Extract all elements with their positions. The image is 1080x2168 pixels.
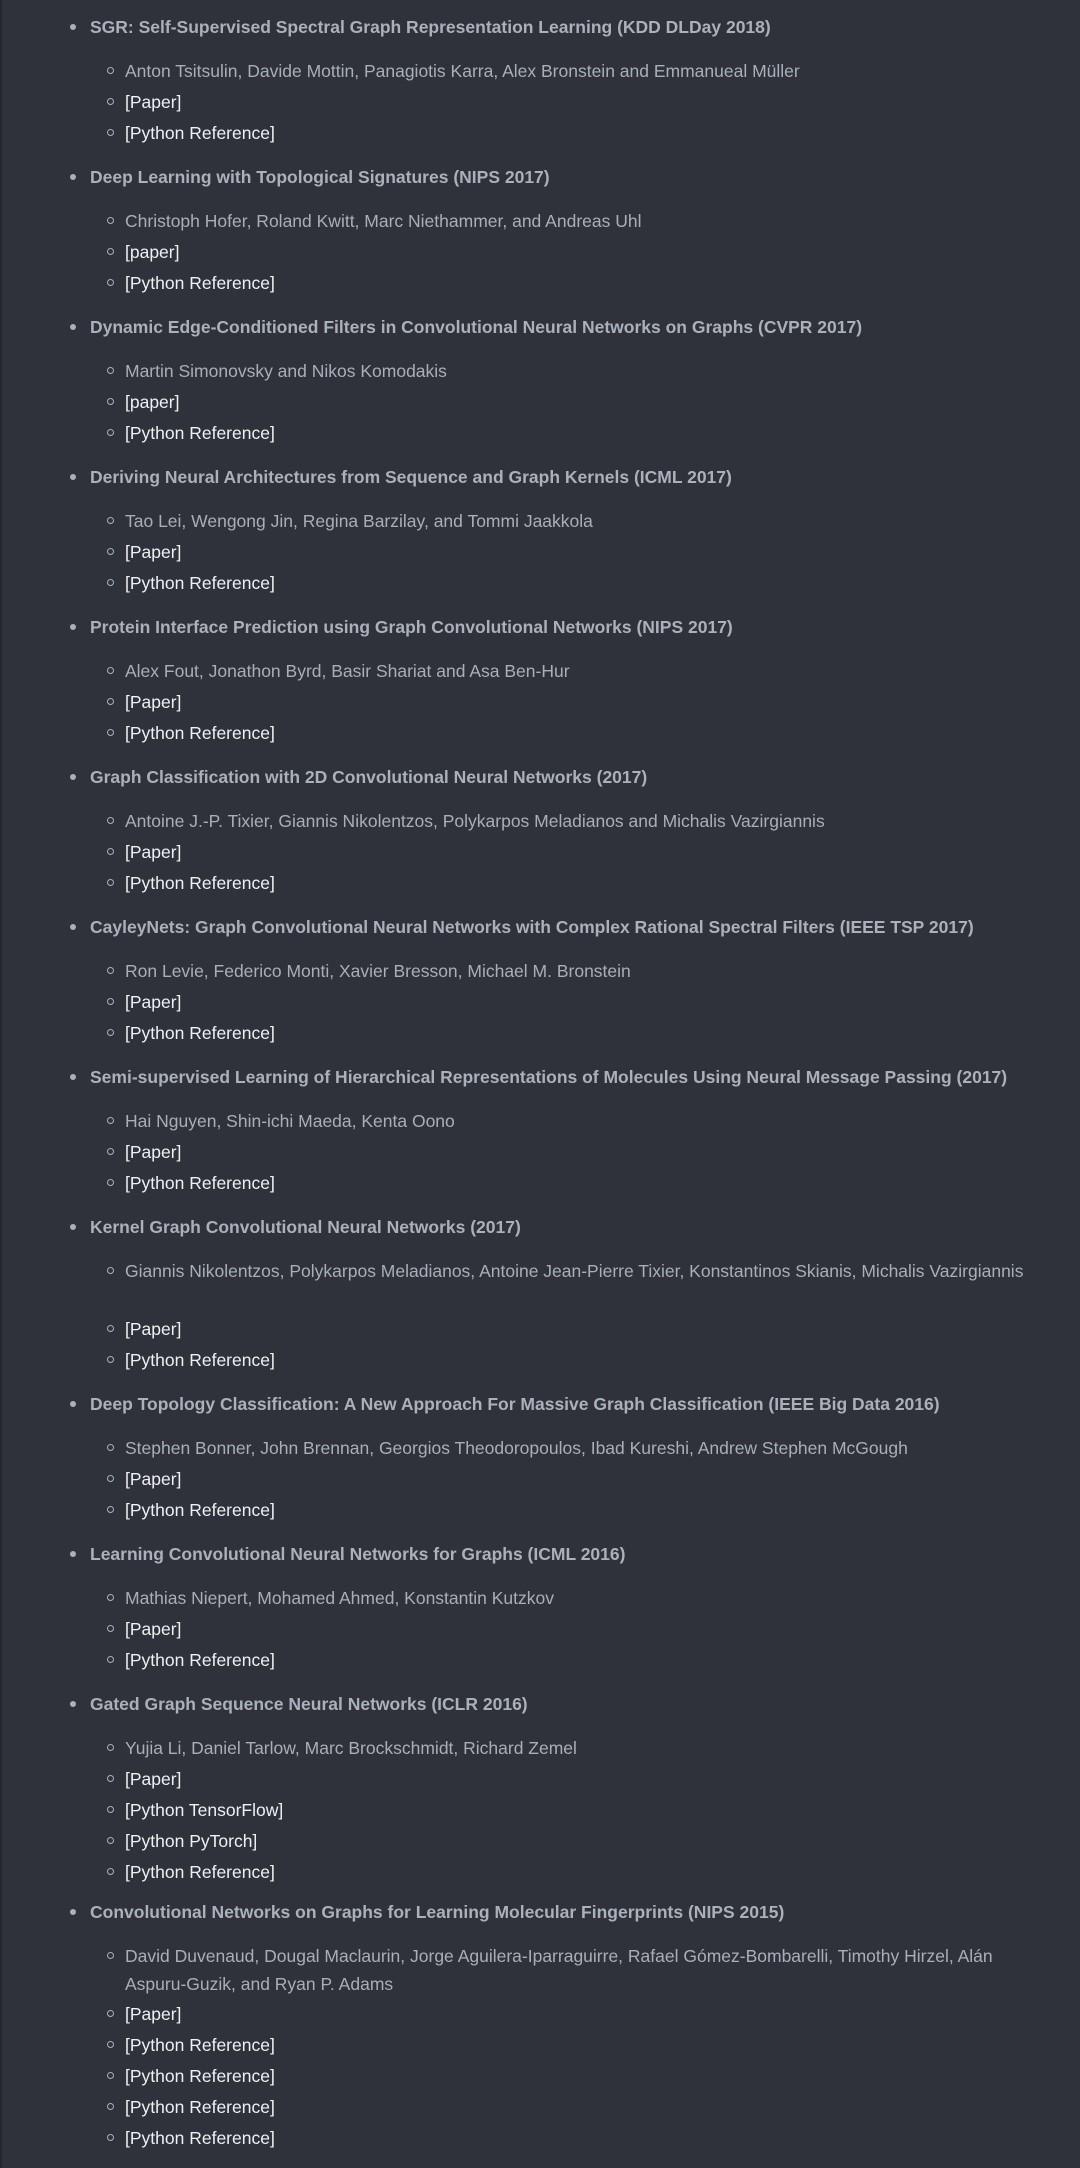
bullet-icon (70, 1909, 76, 1915)
circle-bullet-icon (107, 967, 114, 974)
paper-title: Gated Graph Sequence Neural Networks (ICLR 2016) (90, 1694, 528, 1714)
code-link[interactable]: [Python Reference] (125, 1023, 275, 1043)
paper-title: Learning Convolutional Neural Networks for Graphs (ICML 2016) (90, 1544, 626, 1564)
code-link-pytorch[interactable]: [Python PyTorch] (125, 1831, 258, 1851)
paper-authors-item (0, 357, 1080, 388)
code-link[interactable]: [Python Reference] (125, 2097, 275, 2117)
paper-title-row (0, 163, 1080, 191)
paper-authors-item (0, 207, 1080, 238)
code-link-tensorflow[interactable]: [Python TensorFlow] (125, 1800, 284, 1820)
bullet-icon (70, 174, 76, 180)
circle-bullet-icon (107, 367, 114, 374)
code-link[interactable]: [Python Reference] (125, 273, 275, 293)
paper-authors: Ron Levie, Federico Monti, Xavier Bresson, Michael M. Bronstein (125, 961, 631, 981)
code-link-item (0, 1796, 1080, 1827)
paper-title-row (0, 913, 1080, 941)
paper-entry (0, 0, 1080, 150)
circle-bullet-icon (107, 1952, 114, 1959)
paper-entry (0, 1677, 1080, 1885)
paper-link-item (0, 88, 1080, 119)
circle-bullet-icon (107, 1506, 114, 1513)
paper-authors: Antoine J.-P. Tixier, Giannis Nikolentzos, Polykarpos Meladianos and Michalis Vazirgiannis (125, 811, 825, 831)
paper-entry (0, 1050, 1080, 1200)
paper-link[interactable]: [paper] (125, 242, 180, 262)
circle-bullet-icon (107, 1148, 114, 1155)
paper-authors: Mathias Niepert, Mohamed Ahmed, Konstantin Kutzkov (125, 1588, 554, 1608)
circle-bullet-icon (107, 1594, 114, 1601)
circle-bullet-icon (107, 1444, 114, 1451)
circle-bullet-icon (107, 217, 114, 224)
paper-title-row (0, 1540, 1080, 1568)
paper-authors-item (0, 507, 1080, 538)
circle-bullet-icon (107, 879, 114, 886)
paper-link-item (0, 2000, 1080, 2031)
code-link-item (0, 869, 1080, 900)
code-link[interactable]: [Python Reference] (125, 2128, 275, 2148)
paper-link-item (0, 688, 1080, 719)
paper-title-row (0, 763, 1080, 791)
paper-entry (0, 1377, 1080, 1527)
circle-bullet-icon (107, 579, 114, 586)
code-link[interactable]: [Python Reference] (125, 873, 275, 893)
bullet-icon (70, 1401, 76, 1407)
paper-authors: Tao Lei, Wengong Jin, Regina Barzilay, and Tommi Jaakkola (125, 511, 593, 531)
paper-link[interactable]: [paper] (125, 392, 180, 412)
circle-bullet-icon (107, 2041, 114, 2048)
paper-authors: Stephen Bonner, John Brennan, Georgios Theodoropoulos, Ibad Kureshi, Andrew Stephen McGough (125, 1438, 908, 1458)
code-link-item (0, 569, 1080, 600)
circle-bullet-icon (107, 98, 114, 105)
bullet-icon (70, 774, 76, 780)
code-link[interactable]: [Python Reference] (125, 1500, 275, 1520)
circle-bullet-icon (107, 998, 114, 1005)
paper-title-row (0, 463, 1080, 491)
bullet-icon (70, 24, 76, 30)
bullet-icon (70, 624, 76, 630)
circle-bullet-icon (107, 1837, 114, 1844)
code-link-item (0, 1496, 1080, 1527)
code-link-item (0, 419, 1080, 450)
paper-title: Deriving Neural Architectures from Sequence and Graph Kernels (ICML 2017) (90, 467, 732, 487)
circle-bullet-icon (107, 1775, 114, 1782)
circle-bullet-icon (107, 848, 114, 855)
code-link-item (0, 2124, 1080, 2155)
circle-bullet-icon (107, 1656, 114, 1663)
circle-bullet-icon (107, 2103, 114, 2110)
paper-link[interactable]: [Paper] (125, 992, 182, 1012)
paper-authors-item (0, 1584, 1080, 1615)
circle-bullet-icon (107, 1325, 114, 1332)
circle-bullet-icon (107, 1267, 114, 1274)
code-link-item (0, 1019, 1080, 1050)
paper-authors: Martin Simonovsky and Nikos Komodakis (125, 361, 447, 381)
paper-title: Kernel Graph Convolutional Neural Networks (2017) (90, 1217, 521, 1237)
code-link-item (0, 269, 1080, 300)
circle-bullet-icon (107, 67, 114, 74)
paper-link-item (0, 538, 1080, 569)
paper-link[interactable]: [Paper] (125, 692, 182, 712)
bullet-icon (70, 1551, 76, 1557)
paper-link[interactable]: [Paper] (125, 1469, 182, 1489)
bullet-icon (70, 324, 76, 330)
paper-authors: Yujia Li, Daniel Tarlow, Marc Brockschmidt, Richard Zemel (125, 1738, 577, 1758)
paper-entry (0, 1885, 1080, 2148)
paper-link-item (0, 1138, 1080, 1169)
paper-authors: Anton Tsitsulin, Davide Mottin, Panagiotis Karra, Alex Bronstein and Emmanueal Müller (125, 61, 800, 81)
code-link-item (0, 2093, 1080, 2124)
paper-link[interactable]: [Paper] (125, 2004, 182, 2024)
code-link[interactable]: [Python Reference] (125, 2035, 275, 2055)
paper-title: Dynamic Edge-Conditioned Filters in Convolutional Neural Networks on Graphs (CVPR 2017) (90, 317, 863, 337)
paper-authors-item (0, 657, 1080, 688)
circle-bullet-icon (107, 1356, 114, 1363)
paper-title-row (0, 1063, 1080, 1091)
paper-link[interactable]: [Paper] (125, 92, 182, 112)
circle-bullet-icon (107, 429, 114, 436)
paper-link[interactable]: [Paper] (125, 1319, 182, 1339)
paper-authors: Giannis Nikolentzos, Polykarpos Meladianos, Antoine Jean-Pierre Tixier, Konstantinos Skianis, Michalis Vazirgiannis (125, 1261, 1024, 1281)
bullet-icon (70, 1074, 76, 1080)
paper-link-item (0, 1465, 1080, 1496)
paper-link-item (0, 1765, 1080, 1796)
paper-authors: David Duvenaud, Dougal Maclaurin, Jorge Aguilera-Iparraguirre, Rafael Gómez-Bombarelli, Timothy Hirzel, Alán Aspuru-Guzik, and Ryan P. Adams (125, 1946, 993, 1994)
code-link-item (0, 1169, 1080, 1200)
paper-entry (0, 450, 1080, 600)
circle-bullet-icon (107, 398, 114, 405)
paper-title: CayleyNets: Graph Convolutional Neural Networks with Complex Rational Spectral Filters (IEEE TSP 2017) (90, 917, 974, 937)
paper-authors-item (0, 957, 1080, 988)
paper-title: Convolutional Networks on Graphs for Learning Molecular Fingerprints (NIPS 2015) (90, 1902, 785, 1922)
code-link-item (0, 1827, 1080, 1858)
code-link-item (0, 119, 1080, 150)
paper-entry (0, 150, 1080, 300)
paper-authors: Christoph Hofer, Roland Kwitt, Marc Niethammer, and Andreas Uhl (125, 211, 642, 231)
code-link[interactable]: [Python Reference] (125, 423, 275, 443)
code-link[interactable]: [Python Reference] (125, 1350, 275, 1370)
circle-bullet-icon (107, 2134, 114, 2141)
circle-bullet-icon (107, 817, 114, 824)
paper-title: Protein Interface Prediction using Graph Convolutional Networks (NIPS 2017) (90, 617, 733, 637)
bullet-icon (70, 924, 76, 930)
bullet-icon (70, 1701, 76, 1707)
code-link-item (0, 719, 1080, 750)
paper-title: Graph Classification with 2D Convolutional Neural Networks (2017) (90, 767, 648, 787)
circle-bullet-icon (107, 729, 114, 736)
code-link[interactable]: [Python Reference] (125, 1650, 275, 1670)
paper-authors-item (0, 1257, 1080, 1315)
circle-bullet-icon (107, 2072, 114, 2079)
code-link[interactable]: [Python Reference] (125, 1862, 275, 1882)
paper-link[interactable]: [Paper] (125, 842, 182, 862)
paper-authors-item (0, 1942, 1080, 2000)
paper-authors-item (0, 1734, 1080, 1765)
bullet-icon (70, 474, 76, 480)
code-link[interactable]: [Python Reference] (125, 573, 275, 593)
circle-bullet-icon (107, 1029, 114, 1036)
paper-entry (0, 1200, 1080, 1377)
code-link-item (0, 2062, 1080, 2093)
paper-authors: Hai Nguyen, Shin-ichi Maeda, Kenta Oono (125, 1111, 455, 1131)
paper-link-item (0, 988, 1080, 1019)
paper-entry (0, 600, 1080, 750)
code-link[interactable]: [Python Reference] (125, 123, 275, 143)
circle-bullet-icon (107, 548, 114, 555)
circle-bullet-icon (107, 1179, 114, 1186)
circle-bullet-icon (107, 698, 114, 705)
paper-link-item (0, 838, 1080, 869)
circle-bullet-icon (107, 1625, 114, 1632)
paper-link-item (0, 1615, 1080, 1646)
circle-bullet-icon (107, 129, 114, 136)
paper-title-row (0, 13, 1080, 41)
code-link[interactable]: [Python Reference] (125, 723, 275, 743)
paper-title: SGR: Self-Supervised Spectral Graph Representation Learning (KDD DLDay 2018) (90, 17, 771, 37)
circle-bullet-icon (107, 1868, 114, 1875)
paper-title: Semi-supervised Learning of Hierarchical Representations of Molecules Using Neural Message Passing (2017) (90, 1067, 1008, 1087)
paper-title-row (0, 1898, 1080, 1926)
circle-bullet-icon (107, 279, 114, 286)
paper-title-row (0, 613, 1080, 641)
circle-bullet-icon (107, 1806, 114, 1813)
bullet-icon (70, 1224, 76, 1230)
code-link[interactable]: [Python Reference] (125, 1173, 275, 1193)
circle-bullet-icon (107, 667, 114, 674)
paper-title-row (0, 1690, 1080, 1718)
paper-authors-item (0, 807, 1080, 838)
circle-bullet-icon (107, 2010, 114, 2017)
paper-title-row (0, 1390, 1080, 1418)
paper-link-item (0, 1315, 1080, 1346)
paper-entry (0, 900, 1080, 1050)
paper-authors-item (0, 57, 1080, 88)
circle-bullet-icon (107, 248, 114, 255)
paper-link-item (0, 238, 1080, 269)
code-link-item (0, 2031, 1080, 2062)
paper-entry (0, 750, 1080, 900)
paper-authors-item (0, 1434, 1080, 1465)
circle-bullet-icon (107, 1475, 114, 1482)
code-link-item (0, 1646, 1080, 1677)
code-link[interactable]: [Python Reference] (125, 2066, 275, 2086)
paper-entry (0, 1527, 1080, 1677)
paper-link[interactable]: [Paper] (125, 1769, 182, 1789)
paper-entry (0, 300, 1080, 450)
paper-title-row (0, 313, 1080, 341)
paper-authors: Alex Fout, Jonathon Byrd, Basir Shariat and Asa Ben-Hur (125, 661, 570, 681)
paper-title: Deep Learning with Topological Signatures (NIPS 2017) (90, 167, 550, 187)
circle-bullet-icon (107, 517, 114, 524)
paper-title-row (0, 1213, 1080, 1241)
paper-link-item (0, 388, 1080, 419)
paper-link[interactable]: [Paper] (125, 1142, 182, 1162)
circle-bullet-icon (107, 1744, 114, 1751)
paper-link[interactable]: [Paper] (125, 1619, 182, 1639)
code-link-item (0, 1346, 1080, 1377)
paper-link[interactable]: [Paper] (125, 542, 182, 562)
paper-authors-item (0, 1107, 1080, 1138)
paper-title: Deep Topology Classification: A New Approach For Massive Graph Classification (IEEE Big Data 2016) (90, 1394, 940, 1414)
circle-bullet-icon (107, 1117, 114, 1124)
